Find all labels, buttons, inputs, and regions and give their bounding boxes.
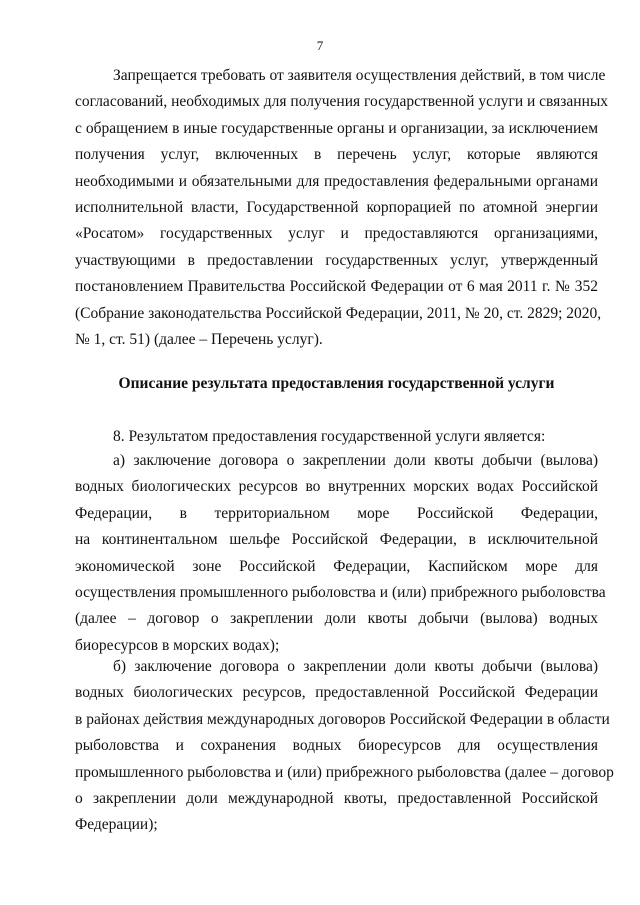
- text-line: рыболовства и сохранения водных биоресурсов для осуществления: [75, 737, 598, 755]
- text-line: № 1, ст. 51) (далее – Перечень услуг).: [75, 330, 323, 348]
- paragraph-item-b: [75, 654, 614, 839]
- text-line: с обращением в иные государственные органы и организации, за исключением: [75, 119, 598, 137]
- text-line: экономической зоне Российской Федерации, Каспийском море для: [75, 557, 598, 575]
- text-line: водных биологических ресурсов, предоставленной Российской Федерации: [75, 684, 598, 702]
- paragraph-prohibition: [75, 63, 609, 353]
- text-line: Федерации);: [75, 816, 158, 834]
- text-line: б) заключение договора о закреплении доли квоты добычи (вылова): [113, 658, 598, 675]
- text-line: 8. Результатом предоставления государственной услуги является:: [113, 428, 546, 445]
- text-line: о закреплении доли международной квоты, предоставленной Российской: [75, 789, 598, 807]
- text-line: необходимыми и обязательными для предоставления федеральными органами: [75, 172, 598, 190]
- text-line: осуществления промышленного рыболовства и (или) прибрежного рыболовства: [75, 583, 606, 601]
- text-line: (Собрание законодательства Российской Федерации, 2011, № 20, ст. 2829; 2020,: [75, 304, 602, 322]
- text-line: постановлением Правительства Российской Федерации от 6 мая 2011 г. № 352: [75, 278, 598, 296]
- page-number: 7: [316, 38, 324, 53]
- text-line: Запрещается требовать от заявителя осуществления действий, в том числе: [113, 67, 606, 84]
- text-line: участвующими в предоставлении государственных услуг, утвержденный: [75, 251, 598, 269]
- text-line: исполнительной власти, Государственной корпорацией по атомной энергии: [75, 198, 598, 216]
- text-line: а) заключение договора о закреплении доли квоты добычи (вылова): [113, 452, 598, 469]
- text-line: получения услуг, включенных в перечень услуг, которые являются: [75, 146, 598, 164]
- text-line: «Росатом» государственных услуг и предоставляются организациями,: [75, 225, 598, 243]
- text-line: водных биологических ресурсов во внутренних морских водах Российской: [75, 478, 598, 496]
- text-line: биоресурсов в морских водах);: [75, 636, 280, 654]
- text-line: Федерации, в территориальном море Российской Федерации,: [75, 504, 598, 522]
- text-line: согласований, необходимых для получения государственной услуги и связанных: [75, 93, 609, 111]
- text-line: (далее – договор о закреплении доли квоты добычи (вылова) водных: [75, 610, 598, 628]
- text-line: промышленного рыболовства и (или) прибрежного рыболовства (далее – договор: [75, 763, 614, 781]
- text-line: в районах действия международных договоров Российской Федерации в области: [75, 710, 610, 728]
- paragraph-item-8: [75, 424, 598, 450]
- section-heading: Описание результата предоставления государственной услуги: [118, 375, 555, 392]
- text-line: на континентальном шельфе Российской Федерации, в исключительной: [75, 531, 598, 549]
- paragraph-item-a: [75, 448, 606, 659]
